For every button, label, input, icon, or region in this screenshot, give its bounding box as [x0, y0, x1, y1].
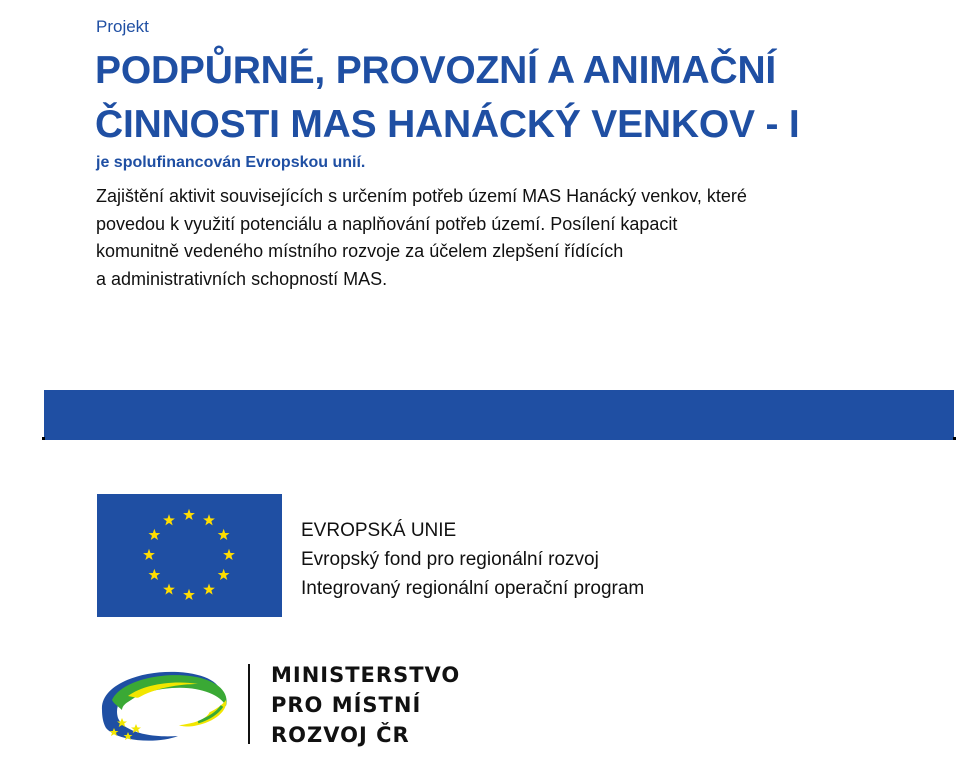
eu-star-icon — [148, 569, 160, 580]
project-title — [95, 44, 955, 152]
mmr-line-3: ROZVOJ ČR — [271, 723, 410, 747]
eu-flag-icon — [97, 494, 282, 617]
bar-corner-mark-left — [42, 437, 45, 440]
mmr-divider-line — [248, 664, 250, 744]
eu-name: EVROPSKÁ UNIE — [301, 520, 457, 541]
eu-star-icon — [183, 509, 195, 520]
eu-star-icon — [218, 569, 230, 580]
eu-star-icon — [218, 529, 230, 540]
mmr-logo-icon — [98, 666, 238, 744]
blue-banner-bar — [44, 390, 954, 440]
eu-star-icon — [203, 514, 215, 525]
eu-star-icon — [148, 529, 160, 540]
project-title-line-1: PODPŮRNÉ, PROVOZNÍ A ANIMAČNÍ — [95, 49, 777, 92]
eu-star-icon — [163, 514, 175, 525]
project-title-line-2: ČINNOSTI MAS HANÁCKÝ VENKOV - I — [95, 103, 800, 146]
description-line-4: a administrativních schopností MAS. — [96, 268, 388, 289]
description-line-2: povedou k využití potenciálu a naplňování potřeb území. Posílení kapacit — [96, 213, 678, 234]
project-label: Projekt — [96, 17, 149, 36]
eu-star-icon — [143, 549, 155, 560]
eu-program-name: Integrovaný regionální operační program — [301, 578, 645, 599]
mmr-line-2: PRO MÍSTNÍ — [271, 693, 422, 717]
eu-star-icon — [203, 583, 215, 594]
mmr-line-1: MINISTERSTVO — [271, 663, 461, 687]
description-line-1: Zajištění aktivit souvisejících s určením potřeb území MAS Hanácký venkov, které — [96, 186, 747, 206]
mmr-name-text — [271, 660, 460, 750]
eu-star-icon — [163, 583, 175, 594]
eu-funding-text — [301, 516, 644, 603]
project-description — [96, 183, 916, 293]
description-line-3: komunitně vedeného místního rozvoje za účelem zlepšení řídících — [96, 241, 624, 261]
eu-fund-name: Evropský fond pro regionální rozvoj — [301, 549, 599, 570]
cofinanced-note: je spolufinancován Evropskou unií. — [96, 154, 366, 171]
eu-star-icon — [183, 589, 195, 600]
eu-star-icon — [223, 549, 235, 560]
eu-stars-circle — [97, 494, 282, 617]
bar-corner-mark-right — [953, 437, 956, 440]
